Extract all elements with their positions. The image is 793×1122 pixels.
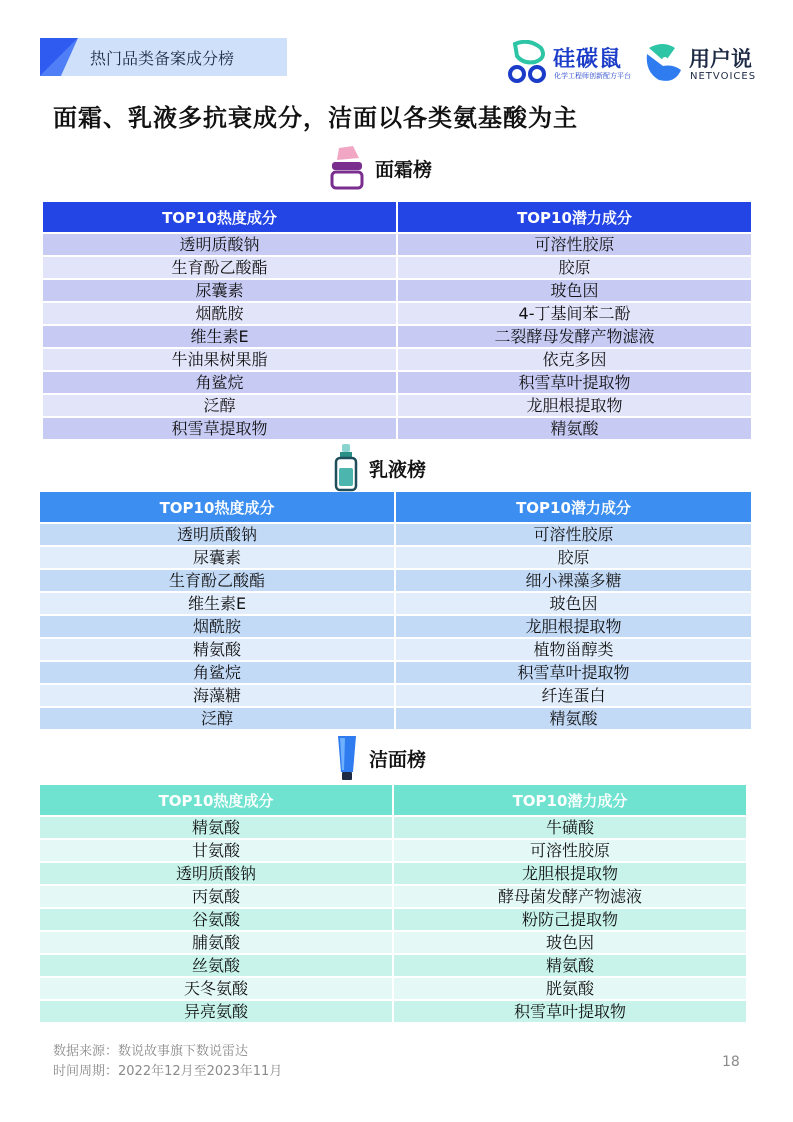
lotion-bottle-icon: [333, 444, 359, 492]
table-cell-hot: 角鲨烷: [43, 371, 397, 394]
table-row: [43, 256, 751, 279]
table-cell-hot: 谷氨酸: [40, 908, 393, 931]
table-cell-potential: 玻色因: [395, 592, 751, 615]
table-row: [43, 302, 751, 325]
table-cell-potential: 龙胆根提取物: [397, 394, 751, 417]
table-cell-hot: 精氨酸: [40, 816, 393, 839]
table-row: [40, 885, 746, 908]
section-title-cleanser: 洁面榜: [369, 748, 427, 771]
table-cell-hot: 泛醇: [40, 707, 395, 729]
section-header-cleanser: [335, 734, 426, 782]
table-row: [40, 977, 746, 1000]
header-label: 热门品类备案成分榜: [90, 49, 235, 68]
table-row: [40, 1000, 746, 1022]
table-cell-potential: 精氨酸: [393, 954, 746, 977]
guitanshu-name: 硅碳鼠: [553, 47, 623, 72]
table-cell-hot: 泛醇: [43, 394, 397, 417]
table-cell-potential: 龙胆根提取物: [395, 615, 751, 638]
table-row: [40, 707, 751, 729]
table-cell-potential: 依克多因: [397, 348, 751, 371]
table-row: [43, 348, 751, 371]
table-row: [40, 684, 751, 707]
table-row: [40, 546, 751, 569]
table-cell-hot: 角鲨烷: [40, 661, 395, 684]
table-cell-hot: 生育酚乙酸酯: [40, 569, 395, 592]
table-cell-hot: 海藻糖: [40, 684, 395, 707]
cleanser-tube-icon: [335, 734, 359, 782]
table-cell-hot: 透明质酸钠: [40, 523, 395, 546]
column-header-hot: TOP10热度成分: [40, 785, 393, 816]
section-title-lotion: 乳液榜: [369, 458, 427, 481]
table-cell-potential: 粉防己提取物: [393, 908, 746, 931]
table-row: [40, 908, 746, 931]
page-number: 18: [722, 1054, 740, 1070]
brand-logo-guitanshu: [507, 40, 637, 86]
table-cell-potential: 积雪草叶提取物: [395, 661, 751, 684]
table-row: [40, 839, 746, 862]
table-cell-potential: 玻色因: [393, 931, 746, 954]
table-row: [40, 569, 751, 592]
table-cell-hot: 尿囊素: [43, 279, 397, 302]
table-cell-potential: 可溶性胶原: [397, 233, 751, 256]
table-cell-hot: 丙氨酸: [40, 885, 393, 908]
guitanshu-tagline: 化学工程师创新配方平台: [554, 72, 631, 80]
table-row: [40, 862, 746, 885]
ranking-table-lotion: [40, 492, 751, 729]
time-period-note: 时间周期：2022年12月至2023年11月: [53, 1064, 283, 1079]
table-cell-hot: 天冬氨酸: [40, 977, 393, 1000]
table-cell-potential: 可溶性胶原: [393, 839, 746, 862]
ranking-table-cleanser: [40, 785, 746, 1022]
table-cell-hot: 精氨酸: [40, 638, 395, 661]
table-row: [43, 233, 751, 256]
page-title: 面霜、乳液多抗衰成分，洁面以各类氨基酸为主: [53, 104, 578, 132]
table-cell-hot: 脯氨酸: [40, 931, 393, 954]
table-row: [43, 371, 751, 394]
column-header-potential: TOP10潜力成分: [395, 492, 751, 523]
table-cell-potential: 精氨酸: [395, 707, 751, 729]
table-cell-potential: 积雪草叶提取物: [393, 1000, 746, 1022]
table-cell-hot: 烟酰胺: [40, 615, 395, 638]
section-header-cream: [329, 144, 432, 192]
table-cell-potential: 牛磺酸: [393, 816, 746, 839]
netvoices-tagline: NETVOICES: [690, 71, 757, 82]
table-cell-hot: 牛油果树果脂: [43, 348, 397, 371]
table-row: [40, 638, 751, 661]
table-cell-hot: 尿囊素: [40, 546, 395, 569]
table-cell-hot: 维生素E: [40, 592, 395, 615]
table-cell-potential: 二裂酵母发酵产物滤液: [397, 325, 751, 348]
table-cell-potential: 细小裸藻多糖: [395, 569, 751, 592]
table-row: [40, 661, 751, 684]
table-row: [40, 931, 746, 954]
table-row: [40, 523, 751, 546]
table-cell-hot: 烟酰胺: [43, 302, 397, 325]
table-cell-potential: 胶原: [395, 546, 751, 569]
table-cell-potential: 龙胆根提取物: [393, 862, 746, 885]
guitanshu-logo-icon: [507, 40, 551, 86]
brand-logo-netvoices: [643, 40, 758, 86]
table-cell-potential: 4-丁基间苯二酚: [397, 302, 751, 325]
column-header-potential: TOP10潜力成分: [397, 202, 751, 233]
netvoices-name: 用户说: [689, 47, 752, 71]
table-row: [43, 417, 751, 439]
table-row: [43, 279, 751, 302]
section-title-cream: 面霜榜: [375, 158, 433, 181]
table-cell-potential: 植物甾醇类: [395, 638, 751, 661]
table-cell-hot: 积雪草提取物: [43, 417, 397, 439]
table-row: [43, 394, 751, 417]
table-row: [40, 816, 746, 839]
ranking-table-cream: [43, 202, 751, 439]
table-cell-hot: 生育酚乙酸酯: [43, 256, 397, 279]
table-cell-potential: 玻色因: [397, 279, 751, 302]
column-header-hot: TOP10热度成分: [43, 202, 397, 233]
table-cell-potential: 可溶性胶原: [395, 523, 751, 546]
table-cell-potential: 纤连蛋白: [395, 684, 751, 707]
table-cell-potential: 积雪草叶提取物: [397, 371, 751, 394]
table-row: [40, 954, 746, 977]
table-cell-hot: 异亮氨酸: [40, 1000, 393, 1022]
table-cell-potential: 精氨酸: [397, 417, 751, 439]
section-header-lotion: [333, 444, 426, 492]
table-cell-hot: 透明质酸钠: [40, 862, 393, 885]
table-cell-hot: 丝氨酸: [40, 954, 393, 977]
column-header-hot: TOP10热度成分: [40, 492, 395, 523]
table-cell-hot: 透明质酸钠: [43, 233, 397, 256]
table-cell-potential: 胱氨酸: [393, 977, 746, 1000]
table-row: [40, 592, 751, 615]
data-source-note: 数据来源：数说故事旗下数说雷达: [53, 1044, 249, 1059]
table-cell-hot: 甘氨酸: [40, 839, 393, 862]
netvoices-logo-icon: [643, 40, 687, 86]
table-row: [40, 615, 751, 638]
column-header-potential: TOP10潜力成分: [393, 785, 746, 816]
table-cell-potential: 胶原: [397, 256, 751, 279]
table-cell-hot: 维生素E: [43, 325, 397, 348]
table-row: [43, 325, 751, 348]
cream-jar-icon: [329, 144, 365, 192]
table-cell-potential: 酵母菌发酵产物滤液: [393, 885, 746, 908]
